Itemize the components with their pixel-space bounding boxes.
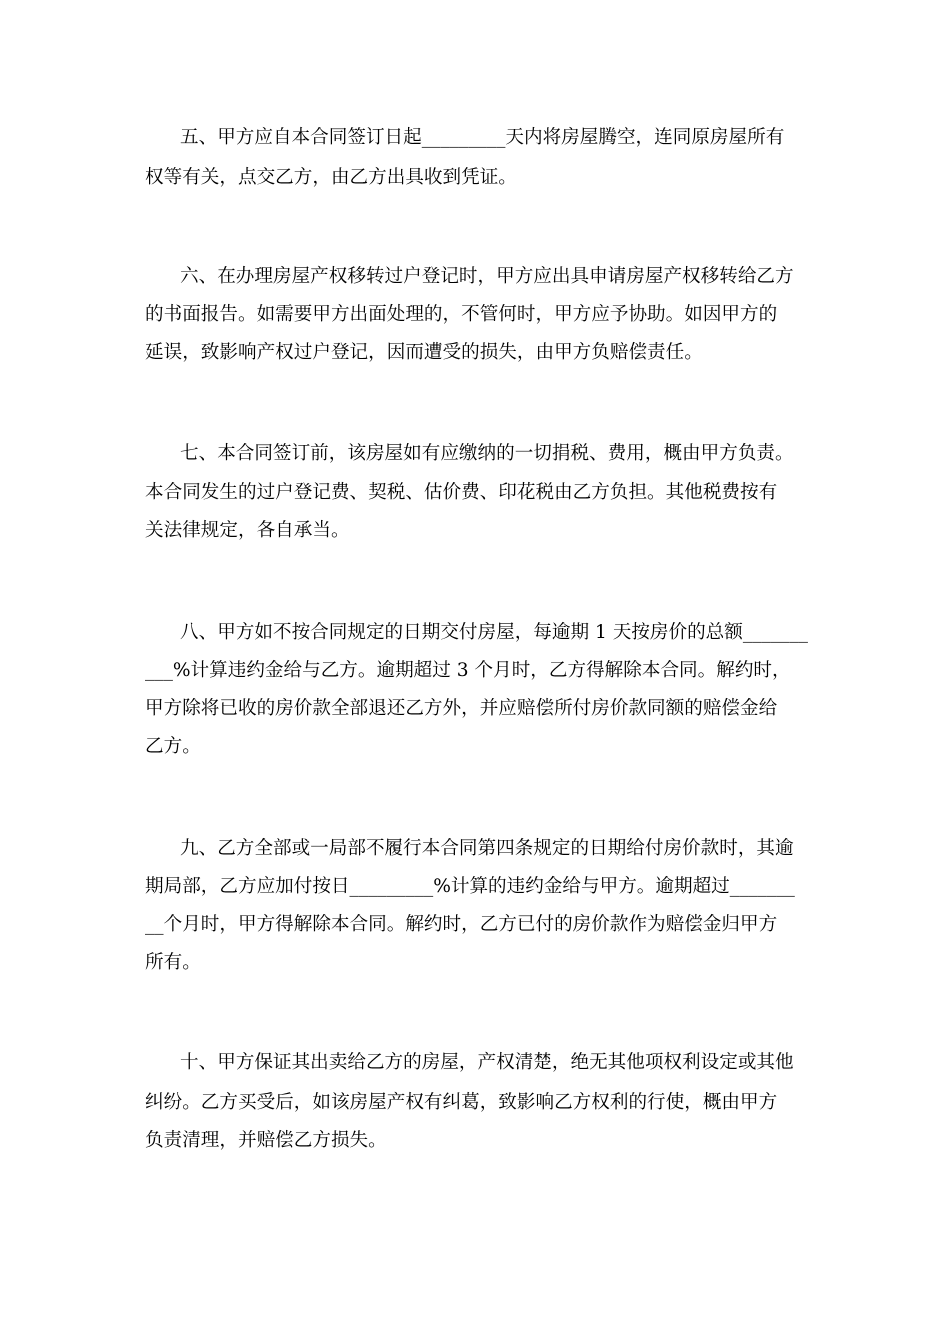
clause-6-line-2: 的书面报告。如需要甲方出面处理的，不管何时，甲方应予协助。如因甲方的: [145, 304, 778, 325]
clause-6-line-3: 延误，致影响产权过户登记，因而遭受的损失，由甲方负赔偿责任。: [145, 342, 703, 363]
clause-7-line-1: 七、本合同签订前，该房屋如有应缴纳的一切捐税、费用，概由甲方负责。: [180, 443, 794, 464]
clause-6-line-1: 六、在办理房屋产权移转过户登记时，甲方应出具申请房屋产权移转给乙方: [180, 266, 794, 287]
clause-7-line-2: 本合同发生的过户登记费、契税、估价费、印花税由乙方负担。其他税费按有: [145, 482, 778, 503]
clause-10-line-1: 十、甲方保证其出卖给乙方的房屋，产权清楚，绝无其他项权利设定或其他: [180, 1052, 794, 1073]
clause-10-line-3: 负责清理，并赔偿乙方损失。: [145, 1130, 387, 1151]
clause-10-line-2: 纠纷。乙方买受后，如该房屋产权有纠葛，致影响乙方权利的行使，概由甲方: [145, 1092, 778, 1113]
clause-8-line-4: 乙方。: [145, 736, 201, 757]
clause-9-line-2: 期局部，乙方应加付按日_________%计算的违约金给与甲方。逾期超过_______: [145, 876, 795, 897]
clause-9-line-3: __个月时，甲方得解除本合同。解约时，乙方已付的房价款作为赔偿金归甲方: [145, 914, 778, 935]
clause-7-line-3: 关法律规定，各自承当。: [145, 520, 350, 541]
clause-8-line-1: 八、甲方如不按合同规定的日期交付房屋，每逾期 1 天按房价的总额_______: [180, 622, 808, 643]
clause-5-line-2: 权等有关，点交乙方，由乙方出具收到凭证。: [145, 167, 517, 188]
clause-8-line-2: ___%计算违约金给与乙方。逾期超过 3 个月时，乙方得解除本合同。解约时，: [145, 660, 791, 681]
clause-8-line-3: 甲方除将已收的房价款全部退还乙方外，并应赔偿所付房价款同额的赔偿金给: [145, 698, 778, 719]
clause-9-line-1: 九、乙方全部或一局部不履行本合同第四条规定的日期给付房价款时，其逾: [180, 838, 794, 859]
clause-5-line-1: 五、甲方应自本合同签订日起_________天内将房屋腾空，连同原房屋所有: [180, 127, 785, 148]
clause-9-line-4: 所有。: [145, 952, 201, 973]
